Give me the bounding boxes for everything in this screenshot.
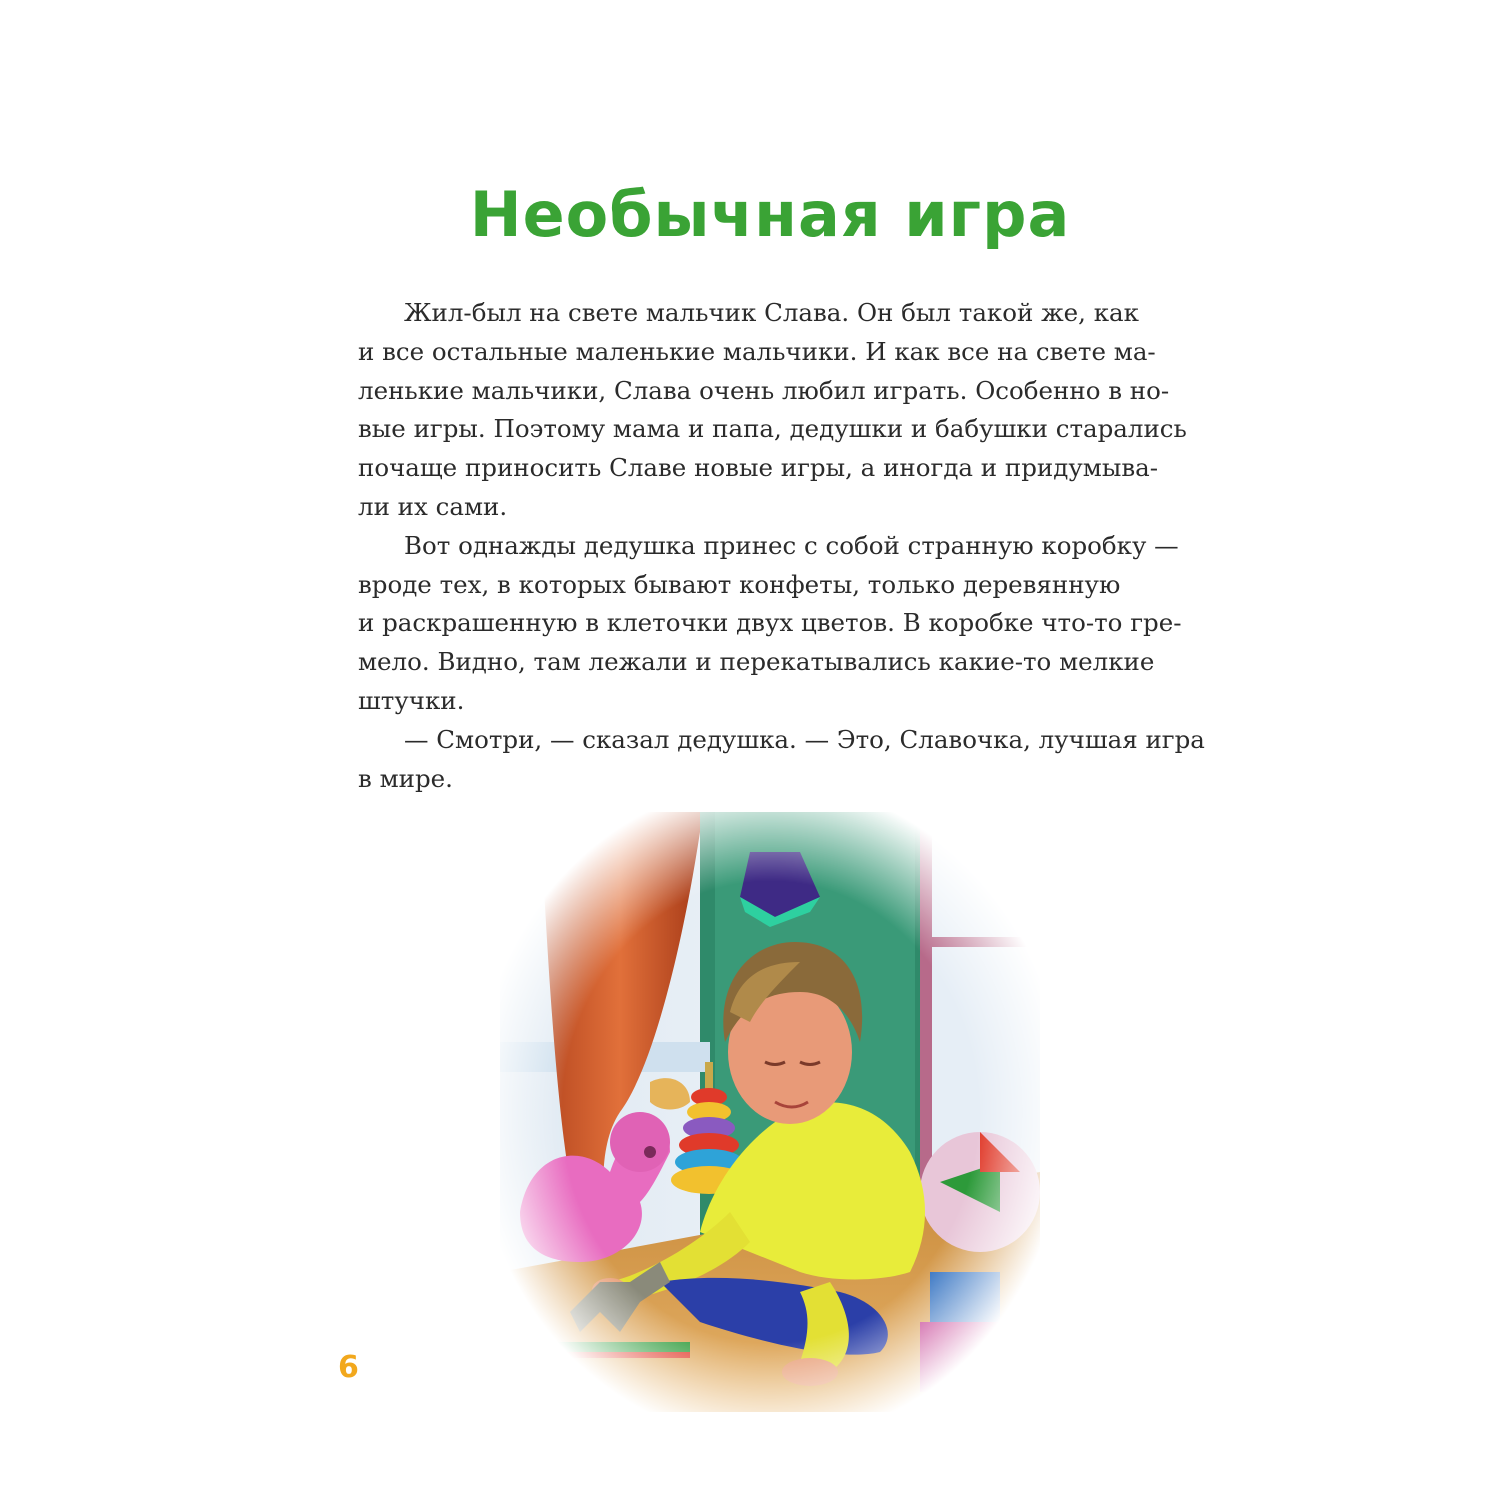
boy-playing-illustration xyxy=(500,812,1040,1412)
page-title: Необычная игра xyxy=(469,178,1071,251)
text-line: Вот однажды дедушка принес с собой странную коробку — xyxy=(404,530,1179,560)
text-line: в мире. xyxy=(358,763,453,793)
text-line: штучки. xyxy=(358,685,465,715)
text-line: почаще приносить Славе новые игры, а иногда и придумыва- xyxy=(358,453,1158,483)
text-line: ли их сами. xyxy=(358,491,508,521)
text-line: вые игры. Поэтому мама и папа, дедушки и бабушки старались xyxy=(358,414,1187,444)
text-line: — Смотри, — сказал дедушка. — Это, Славочка, лучшая игра xyxy=(404,724,1205,754)
text-line: вроде тех, в которых бывают конфеты, только деревянную xyxy=(358,569,1121,599)
story-text xyxy=(358,294,1205,798)
text-line: мело. Видно, там лежали и перекатывались какие-то мелкие xyxy=(358,647,1155,677)
text-line: ленькие мальчики, Слава очень любил играть. Особенно в но- xyxy=(358,375,1170,405)
text-line: и все остальные маленькие мальчики. И как все на свете ма- xyxy=(358,336,1156,366)
page-number: 6 xyxy=(338,1350,359,1385)
text-line: и раскрашенную в клеточки двух цветов. В коробке что-то гре- xyxy=(358,608,1182,638)
text-line: Жил-был на свете мальчик Слава. Он был такой же, как xyxy=(404,298,1139,327)
